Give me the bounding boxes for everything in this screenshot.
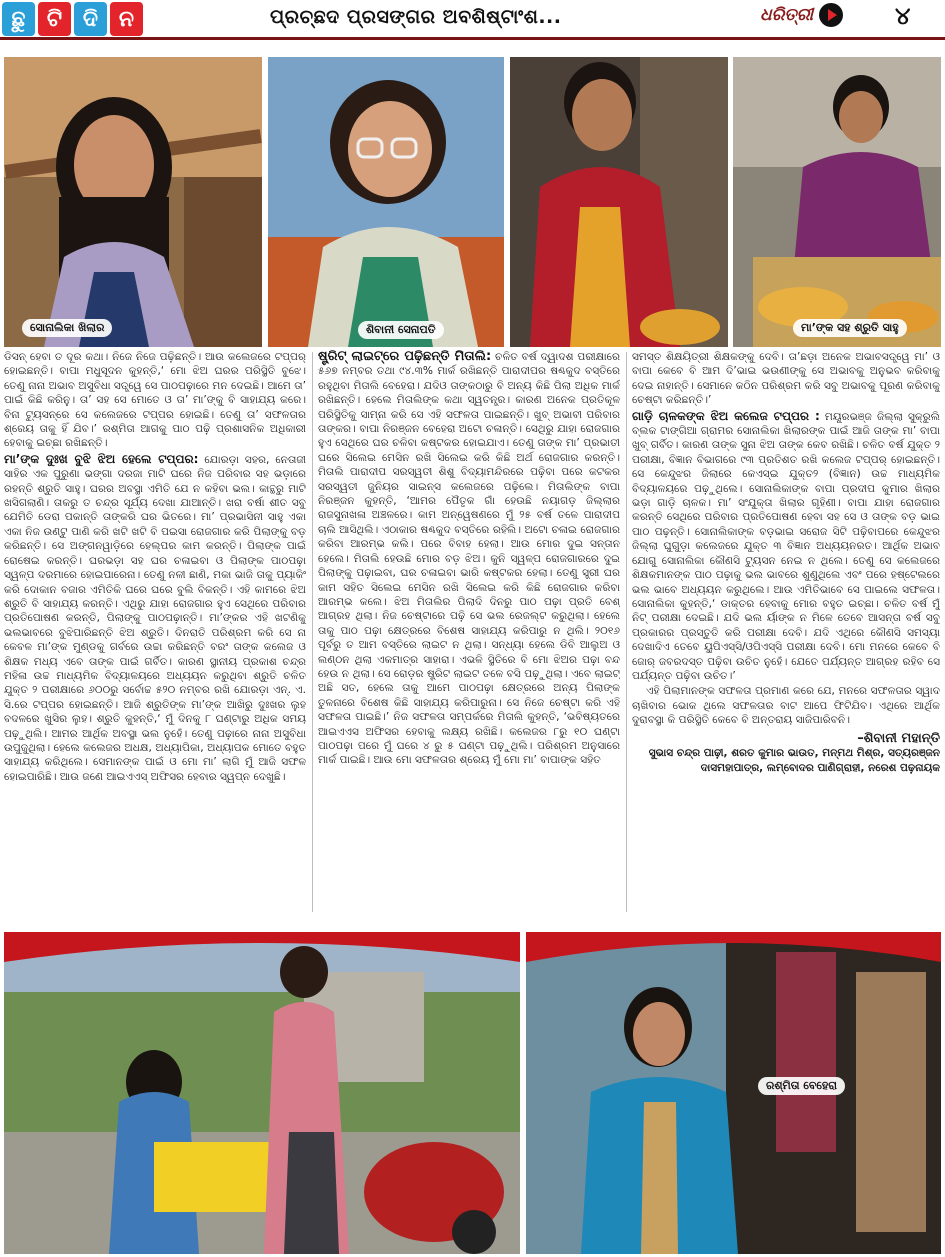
- mother-daughter-illustration: [733, 57, 941, 347]
- column-divider: [626, 352, 627, 912]
- portrait-girl-illustration: [4, 57, 262, 347]
- brand-tile-1: ଛୁ: [2, 2, 35, 36]
- photo-caption: ସୋନାଲିକା ଖିଲାର: [22, 319, 112, 337]
- play-icon: [819, 3, 843, 27]
- column-2-title: ଷ୍ଟ୍ରିଟ୍ ଲାଇଟ୍‌ରେ ପଢ଼ିଛନ୍ତି ମିତାଲି:: [318, 350, 492, 364]
- logo-wordmark: ଧରିତ୍ରୀ: [760, 5, 814, 25]
- photo-caption: ମା’ଙ୍କ ସହ ଶ୍ରୁତି ସାହୁ: [793, 319, 907, 337]
- newspaper-logo: [760, 3, 843, 27]
- photo-caption: ଶିବାନୀ ସେନାପତି: [358, 321, 444, 339]
- bottom-photo-market: [4, 932, 520, 1254]
- brand-tile-4: ନ: [110, 2, 143, 36]
- photo-mother-stitching: [510, 57, 728, 347]
- article-column-2: [318, 350, 620, 920]
- bottom-photo-rashmita: [526, 932, 941, 1254]
- photo-caption: ରଶ୍ମିତା ବେହେରା: [758, 1077, 845, 1095]
- page-number: ୪: [895, 2, 911, 30]
- page-headline: ପ୍ରଚ୍ଛଦ ପ୍ରସଙ୍ଗର ଅବଶିଷ୍ଟାଂଶ...: [270, 6, 562, 28]
- column-1-body: ଯୋରଡ଼ା ସହର, ନେତାଜୀ ସାହିର ଏକ ପୁରୁଣା ଭଙ୍ଗା ଦରଜା ମାଟି ଘରେ ନିଜ ପରିବାର ସହ ଭଡ଼ାରେ ରହନ୍ତି ଶ୍ରୁତି ସାହୁ। ଘରର ଅବସ୍ଥା ଏମିତି ଯେ ନ କହିବା ଭଲ। କାନ୍ଥରୁ ମାଟି ଖସିଗଲାଣି। ତାକରୁ ତ ଚନ୍ଦ୍ର ସୂର୍ଯ୍ୟ ଦେଖା ଯାଆନ୍ତି। ଖରା ବର୍ଷା ଶୀତ ସବୁ ଯେମିତି ଡେରା ପକାନ୍ତି ତାଙ୍କରି ଘର ଭିତରେ। ମା’ ପ୍ରଭାସିନୀ ସାହୁ ଏକା ଏକା ନିଜ ଉଣ୍ଟୁ ପାଣି କରି ଖଟି ଖଟି ବି ପଇସା ରୋଜଗାର କରି ପିଲାଙ୍କୁ ବଡ଼ କରିଛନ୍ତି। ସେ ଅଙ୍ଗନୱାଡ଼ିରେ ହେଲ୍ପର କାମ କରନ୍ତି। ପିଲାଙ୍କ ପାଇଁ ରୋଷେଇ କରନ୍ତି। ଘରଭଡ଼ା ସହ ଘର ଚଳାଇବା ଓ ପିଲାଙ୍କ ପାଠପଢ଼ା ସ୍ୱଳ୍ପ ଦରମାରେ ହୋଇପାରେନା। ତେଣୁ ନଳୀ ଛାଣି, ମକା ଭାଜି ତାକୁ ପ୍ୟାକିଂ କରି ଦୋକାନ ବଜାର ଏମିତିକି ଘରେ ଘରେ ବୁଲି ବିକନ୍ତି। ଏହି କାମରେ ଝିଅ ଶ୍ରୁତି ବି ସାହାଯ୍ୟ କରନ୍ତି। ଏଥିରୁ ଯାହା ରୋଜଗାର ହୁଏ ସେଥିରେ ପରିବାର ପ୍ରତିପୋଷଣ କରନ୍ତି, ପିଲାଙ୍କୁ ପାଠପଢ଼ାନ୍ତି। ମା’ଙ୍କର ଏହି ଖଟଣିକୁ ଭଲଭାବରେ ବୁଝିପାରିଛନ୍ତି ଝିଅ ଶ୍ରୁତି। ଦିନରାତି ପରିଶ୍ରମ କରି ସେ ନା କେବଳ ମା’ଙ୍କ ମୁଣ୍ଡକୁ ଗର୍ବରେ ଉଚ୍ଚା କରିଛନ୍ତି ବରଂ ତାଙ୍କ କଲେଜ ଓ ଶିକ୍ଷକ ମଧ୍ୟ ଏବେ ତାଙ୍କ ପାଇଁ ଗର୍ବିତ। କାରଣ ସ୍ଥାନୀୟ ପ୍ରକାଶ ଚନ୍ଦ୍ର ମହିଳା ଉଚ୍ଚ ମାଧ୍ୟମିକ ବିଦ୍ୟାଳୟରେ ଅଧ୍ୟୟନ କରୁଥିବା ଶ୍ରୁତି ଚଳିତ ଯୁକ୍ତ ୨ ପରୀକ୍ଷାରେ ୬୦୦ରୁ ସର୍ବୋଚ୍ଚ ୫୨୦ ନମ୍ବର ରଖି ଯୋରଡ଼ା ଏନ୍. ଏ. ସି.ରେ ଟପ୍‌ପର ହୋଇଛନ୍ତି। ଆଜି ଶ୍ରୁତିଙ୍କ ମା’ଙ୍କ ଆଖିରୁ ଦୁଃଖର ଲୁହ ବଦଳରେ ଖୁସିର ଲୁହ। ଶ୍ରୁତି କୁହନ୍ତି,‘ ମୁଁ ଦିନକୁ ୮ ଘଣ୍ଟାରୁ ଅଧିକ ସମୟ ପଢ଼ୁଥିଲି। ଆମର ଆର୍ଥିକ ଅବସ୍ଥା ଭଲ ନୁହେଁ। ତେଣୁ ପଢ଼ାରେ ନାନା ଅସୁବିଧା ଉପୁଜୁଥିଲା। ହେଲେ କଲେଜର ଅଧକ୍ଷ, ଅଧ୍ୟାପିକା, ଅଧ୍ୟାପକ ମୋତେ ବହୁତ ସାହାଯ୍ୟ କରିଥିଲେ। ସେମାନଙ୍କ ପାଇଁ ଓ ମୋ ମା’ ଲାଗି ମୁଁ ଆଜି ସଫଳ ହୋଇପାରିଛି। ଆଉ ଜଣେ ଆଇଏଏସ୍ ଅଫିସର ହେବାର ସ୍ୱପ୍ନ ଦେଖୁଛି।: [4, 453, 306, 783]
- column-1-intro: ଡିସନ୍ ହେବା ତ ଦୂର କଥା। ନିଜେ ନିଜେ ପଢ଼ିଛନ୍ତି। ଆଉ କଲେଜରେ ଟପ୍‌ପର୍ ହୋଇଛନ୍ତି। ବାପା ମଧୁସୂଦନ କୁହନ୍ତି,‘ ମୋ ଝିଅ ଘରର ପରିସ୍ଥିତି ବୁଝେ। ତେଣୁ ନାନା ଅଭାବ ଅସୁବିଧା ସତ୍ତ୍ୱେ ସେ ପାଠପଢ଼ାରେ ମନ ଦେଇଛି। ଆମେ ତା’ ପାଇଁ କିଛି କରିନୁ। ତା’ ସହ ସେ ମୋତେ ଓ ତା’ ମା’ଙ୍କୁ ବି ସାହାଯ୍ୟ କରେ। ବିନା ଟ୍ୟୁସନ୍‌ରେ ସେ କଲେଜରେ ଟପ୍‌ପର ହୋଇଛି। ତେଣୁ ତା’ ସଫଳତାର ଶ୍ରେୟ ତାକୁ ହିଁ ଯିବ।’ ରଶ୍ମିତା ଆଗକୁ ପାଠ ପଢ଼ି ପ୍ରଶାସନିକ ଅଧିକାରୀ ହେବାକୁ ଇଚ୍ଛା ରଖିଛନ୍ତି।: [4, 351, 306, 450]
- column-3-body: ମୟୂରଭଞ୍ଜ ଜିଲ୍ଲା ସୁକ୍ରୁଲି ବ୍ଲକ ଟାଙ୍ଗିଆ ଗ୍ରାମର ସୋନାଲିକା ଖିଲାରଙ୍କ ପାଇଁ ଆଜି ତାଙ୍କ ମା’ ବାପା ଖୁବ୍ ଗର୍ବିତ। କାରଣ ତାଙ୍କ ସୁନା ଝିଅ ତାଙ୍କ କେବ ରଖିଛି। ଚଳିତ ବର୍ଷ ଯୁକ୍ତ ୨ ପରୀକ୍ଷା, ବିଜ୍ଞାନ ବିଭାଗରେ ୯୩ ପ୍ରତିଶତ ରଖି କଲେଜ ଟପ୍‌ପର୍ ହୋଇଛନ୍ତି। ସେ କେନ୍ଦୁଝର ଜିଲାରେ କେଏସ୍‌ଇ ଯୁକ୍ତ୨ (ବିଜ୍ଞାନ) ଉଚ୍ଚ ମାଧ୍ୟମିକ ବିଦ୍ୟାଳୟରେ ପଢ଼ୁଥିଲେ। ସୋନାଲିକାଙ୍କ ବାପା ପ୍ରଦୀପ କୁମାର ଖିଲାର ଭଡ଼ା ଗାଡ଼ି ଚାଳକ। ମା’ ସଂଯୁକ୍ତା ଖିଲାର ଗୃହିଣୀ। ବାପା ଯାହା ରୋଜଗାର କରନ୍ତି ସେଥିରେ ପରିବାର ପ୍ରତିପୋଷଣ ହେବା ସହ ସେ ଓ ତାଙ୍କ ବଡ଼ ଭାଇ ପାଠ ପଢ଼ନ୍ତି। ସୋନାଲିକାଙ୍କ ବଡ଼ଭାଇ ସରୋଜ ସିଟି ପଢ଼ିବାପରେ କେନ୍ଦୁଝର ଜିଲ୍ଲା ଘୁଗୁଡ଼ା କଲେଜରେ ଯୁକ୍ତ ୩ ବିଜ୍ଞାନ ଅଧ୍ୟୟନରତ। ଆର୍ଥିକ ଅଭାବ ଯୋଗୁ ସୋନାଲିକା କୌଣସି ଟ୍ୟୁସନ ନେଇ ନ ଥିଲେ। ତେଣୁ ସେ କଲେଜରେ ଶିକ୍ଷକମାନଙ୍କ ପାଠ ପଢ଼ାକୁ ଭଲ ଭାବରେ ଶୁଣୁଥିଲେ ଏବଂ ପରେ ହଷ୍ଟେଲରେ ଭଲ ଭାବେ ଅଧ୍ୟୟନ କରୁଥିଲେ। ଆଉ ଏମିତିଭାବେ ସେ ପାଇଲେ ସଫଳତା। ସୋନାଲିକା କୁହନ୍ତି,‘ ଡାକ୍ତର ହେବାକୁ ମୋର ବହୁତ ଇଚ୍ଛା। ଚଳିତ ବର୍ଷ ମୁଁ ନିଟ୍ ପରୀକ୍ଷା ଦେଇଛି। ଯଦି ଭଲ ର୍ୟାଙ୍କ ନ ମିଳେ ତେବେ ଆସନ୍ତା ବର୍ଷ ସବୁ ପ୍ରକାରର ପ୍ରସ୍ତୁତି କରି ପରୀକ୍ଷା ଦେବି। ଯଦି ଏଥିରେ କୌଣସି ସମସ୍ୟା ଦେଖାଦିଏ ତେବେ ୟୁପିଏସ୍‌ସି/ଓପିଏସ୍‌ସି ପରୀକ୍ଷା ଦେବି। ମୋ ମନରେ କେବେ ବି ଜୋର୍ ଜବରଦସ୍ତ ପଢ଼ିବା ଉଚିତ ନୁହେଁ। ଯେତେ ପର୍ଯ୍ୟନ୍ତ ଆଗ୍ରହ ରହିବ ସେ ପର୍ଯ୍ୟନ୍ତ ପଢ଼ିବା ଉଚିତ।’: [632, 410, 940, 682]
- column-2-body: ଚଳିତ ବର୍ଷ ଦ୍ୱାଦଶ ପରୀକ୍ଷାରେ ୫୬୭ ନମ୍ବର ତଥା ୯୪.୩% ମାର୍କ ରଖିଛନ୍ତି ପାରାଦୀପର ଷଣ୍ଢକୁଦ ବସ୍ତିରେ ରହୁଥିବା ମିତାଲି ବେହେରା। ଯଦିଓ ତାଙ୍କଠାରୁ ବି ଅନ୍ୟ କିଛି ପିଲା ଅଧିକ ମାର୍କ ରଖିଛନ୍ତି। ହେଲେ ମିତାଲିଙ୍କ କଥା ସ୍ୱତନ୍ତ୍ର। କାରଣ ଅନେକ ପ୍ରତିକୂଳ ପରିସ୍ଥିତିକୁ ସାମ୍ନା କରି ସେ ଏହି ସଫଳତା ପାଇଛନ୍ତି। ଖୁବ୍ ଅଭାବୀ ପରିବାର ତାଙ୍କର। ବାପା ନିରଞ୍ଜନ ବେହେରା ଅଟୋ ଚଳାନ୍ତି। ସେଥିରୁ ଯାହା ରୋଜଗାର ହୁଏ ସେଥିରେ ଘର ଚଳିବା କଷ୍ଟକର ହୋଇଯାଏ। ତେଣୁ ତାଙ୍କ ମା’ ପ୍ରଭାତୀ ଘରେ ସିଲେଇ ମେସିନ ରଖି ସିଲେଇ କରି କିଛି ଅର୍ଥ ରୋଜଗାର କରନ୍ତି। ମିତାଲି ପାରାଦୀପ ସରସ୍ୱତୀ ଶିଶୁ ବିଦ୍ୟାମନ୍ଦିରରେ ପଢ଼ିବା ପରେ କଟକର ସରସ୍ୱତୀ ଜୁନିୟର ସାଇନ୍ସ କଲେଜରେ ପଢ଼ିଲେ। ମିତାଲିଙ୍କ ବାପା ନିରଞ୍ଜନ କୁହନ୍ତି, ‘ଆମର ପୈତୃକ ଗାଁ ହେଉଛି ନୟାଗଡ଼ ଜିଲ୍ଲାର ରାଜସୁନାଖଳା ଅଞ୍ଚଳରେ। କାମ ଅନ୍ୱେଷଣରେ ମୁଁ ୨୫ ବର୍ଷ ତଳେ ପାରାଦୀପ ଚାଲି ଆସିଥିଲି। ଏଠାକାର ଷଣ୍ଢକୁଦ ବସ୍ତିରେ ରହିଲି। ଅଟୋ ଚଳାଇ ରୋଜଗାର କରିବା ଆରମ୍ଭ କଲି। ପରେ ବିବାହ ହେଲା। ଆଉ ମୋର ଦୁଇ ସନ୍ତାନ ହେଲେ। ମିତାଲି ହେଉଛି ମୋର ବଡ଼ ଝିଅ। କୁନି ସ୍ୱଳ୍ପ ରୋଜଗାରରେ ଦୁଇ ପିଲାଙ୍କୁ ପଢ଼ାଇବା, ଘର ଚଳାଇବା ଭାରି କଷ୍ଟକର ହେଲା। ତେଣୁ ସ୍ତ୍ରୀ ଘର କାମ ସହିତ ସିଲେଇ ମେସିନ ରଖି ସିଲେଇ କରି କିଛି ରୋଜଗାର କରିବା ଆରମ୍ଭ କଲେ। ଝିଅ ମିତାଲିର ପିଲାଦି ଦିନରୁ ପାଠ ପଢ଼ା ପ୍ରତି ବେଶ୍ ଆଗ୍ରହ ଥିଲା। ନିଜ ଚେଷ୍ଟାରେ ପଢ଼ି ସେ ଭଲ ରେଜଲ୍ଟ କରୁଥିଲା। ହେଲେ ତାକୁ ପାଠ ପଢ଼ା କ୍ଷେତ୍ରରେ ବିଶେଷ ସାହାଯ୍ୟ କରିପାରୁ ନ ଥିଲି। ୨୦୧୬ ପୂର୍ବରୁ ତ ଆମ ବସ୍ତିରେ ଲାଇଟ ନ ଥିଲା। ସନ୍ଧ୍ୟା ହେଲେ ଡିବି ଆଲୁଅ ଓ ଲଣ୍ଠନ ଥିଲା ଏକମାତ୍ର ସାହାରା। ଏଭଳି ସ୍ଥିତିରେ ବି ମୋ ଝିଅର ପଢ଼ା ବନ୍ଦ ହେଉ ନ ଥିଲା। ସେ ରୋଡ଼ର ଷ୍ଟ୍ରିଟ ଲାଇଟ ତଳେ ବସି ପଢ଼ୁଥିଲା। ଏବେ ଲାଇଟ୍ ଅଛି ସତ, ହେଲେ ତାକୁ ଆମେ ପାଠପଢ଼ା କ୍ଷେତ୍ରରେ ଅନ୍ୟ ପିଲାଙ୍କ ତୁଳନାରେ ବିଶେଷ କିଛି ସାହାଯ୍ୟ କରିପାରୁନା। ସେ ନିଜେ ଚେଷ୍ଟା କରି ଏହି ସଫଳତା ପାଇଛି।’ ନିଜ ସଫଳତା ସମ୍ପର୍କରେ ମିତାଲି କୁହନ୍ତି, ‘ଭବିଷ୍ୟତରେ ଆଇଏଏସ ଅଫିସର ହେବାକୁ ଲକ୍ଷ୍ୟ ରଖିଛି। କଲେଜର ୮ରୁ ୧୦ ଘଣ୍ଟା ପାଠପଢ଼ା ପରେ ମୁଁ ଘରେ ୪ ରୁ ୫ ଘଣ୍ଟା ପଢ଼ୁଥିଲି। ପରିଶ୍ରମ ଅନୁସାରେ ମାର୍କ ପାଇଛି। ଆଉ ମୋ ସଫଳତାର ଶ୍ରେୟ ମୁଁ ମୋ ମା’ ବାପାଙ୍କ ସହିତ: [318, 351, 620, 767]
- photo-shivani: [268, 57, 504, 347]
- woman-working-illustration: [510, 57, 728, 347]
- street-scene-illustration: [4, 932, 520, 1254]
- brand-tile-3: ଦି: [74, 2, 107, 36]
- portrait-girl-glasses-illustration: [268, 57, 504, 347]
- article-column-3: [632, 350, 940, 920]
- article-byline: –ଶିବାନୀ ମହାନ୍ତି: [857, 730, 940, 746]
- photo-shruti-with-mother: [733, 57, 941, 347]
- column-1-subhead: ମା’ଙ୍କ ଦୁଃଖ ବୁଝି ଝିଅ ହେଲେ ଟପ୍‌ପର:: [4, 451, 199, 466]
- portrait-girl-doorway-illustration: [526, 932, 941, 1254]
- column-3-intro: ସମସ୍ତ ଶିକ୍ଷୟିତ୍ରୀ ଶିକ୍ଷକଙ୍କୁ ଦେବି। ତା’ଛଡ଼ା ଅନେକ ଅଭାବସତ୍ତ୍ୱେ ମା’ ଓ ବାପା କେବେ ବି ଆମ ଦି’ଭାଇ ଭଉଣୀଙ୍କୁ ସେ ଅଭାବକୁ ଅନୁଭବ କରିବାକୁ ଦେଇ ନାହାନ୍ତି। ସେମାନେ କଠିନ ପରିଶ୍ରମ କରି ସବୁ ଅଭାବକୁ ପୂରଣ କରିବାକୁ ଚେଷ୍ଟା କରିଛନ୍ତି।’: [632, 351, 940, 407]
- column-3-closing: ଏହି ପିଲାମାନଙ୍କ ସଫଳତା ପ୍ରମାଣ କରେ ଯେ, ମନରେ ସଫଳତାର ସ୍ୱାଦ ଚାଖିବାର ଭୋକ ଥିଲେ ସଫଳତାର ବାଟ ଆପେ ଫିଟିଯିବ। ଏଥିରେ ଆର୍ଥିକ ଦୁରାବସ୍ଥା କି ପରିସ୍ଥିତି କେବେ ବି ଅନ୍ତରାୟ ସାଜିପାରିବନି।: [632, 685, 940, 727]
- photo-sonalika: [4, 57, 262, 347]
- article-column-1: [4, 350, 306, 920]
- column-divider: [312, 352, 313, 912]
- page-header: [0, 0, 945, 40]
- column-3-subhead: ଗାଡ଼ି ଚାଳକଙ୍କ ଝିଅ କଲେଜ ଟପ୍‌ପର :: [632, 408, 820, 423]
- photo-credits: ସୁଭାସ ଚନ୍ଦ୍ର ପାଢ଼ୀ, ଶରତ କୁମାର ଭାଉତ, ମନ୍ମଥ ମିଶ୍ର, ସତ୍ୟରଞ୍ଜନ ଦାସମହାପାତ୍ର, ଲମ୍ବୋଦର ପାଣିଗ୍ରାହୀ, ନରେଶ ପଢ଼ନାୟକ: [648, 746, 940, 774]
- section-brand-tiles: [2, 2, 143, 36]
- brand-tile-2: ଟି: [38, 2, 71, 36]
